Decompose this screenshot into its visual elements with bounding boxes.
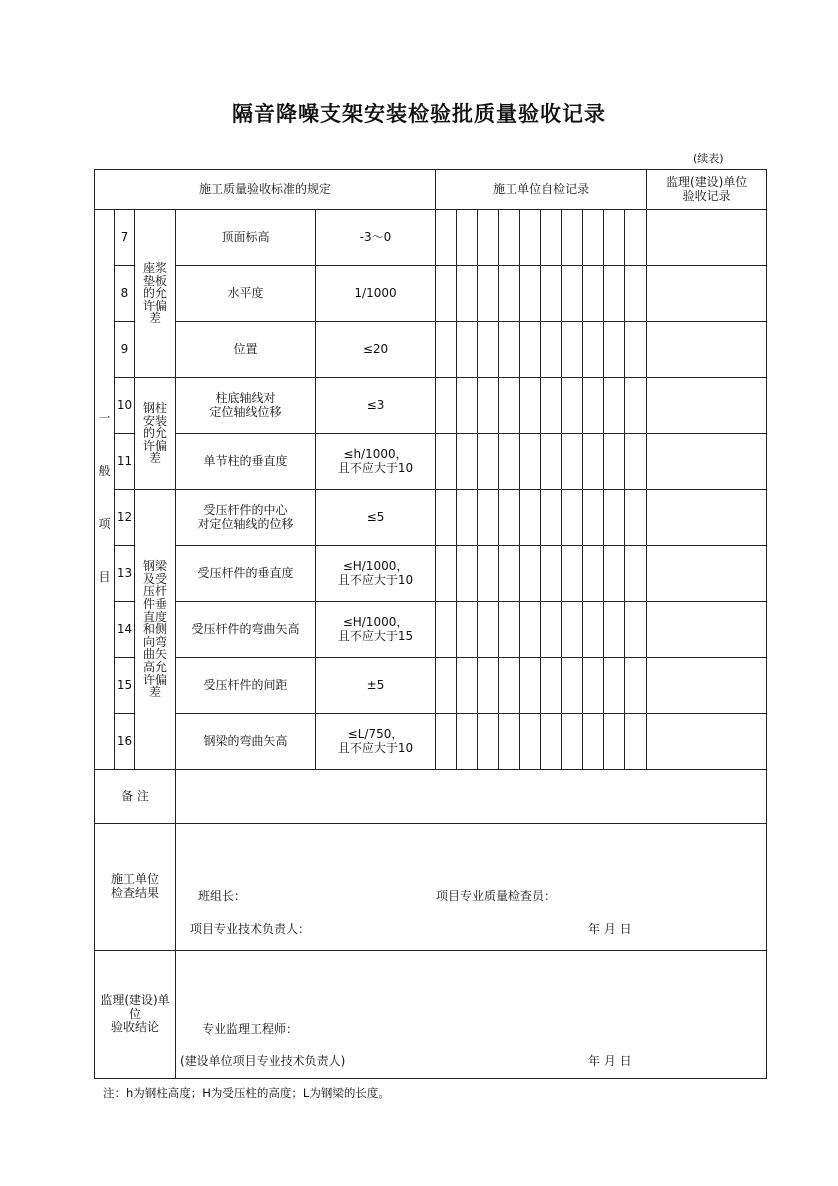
general-char: 项: [98, 516, 111, 531]
general-char: 目: [98, 569, 111, 584]
check-cell[interactable]: [604, 266, 625, 322]
check-cell[interactable]: [457, 546, 478, 602]
item-name: [176, 602, 316, 658]
check-cell[interactable]: [499, 378, 520, 434]
table-row: [95, 266, 767, 322]
check-cell[interactable]: [625, 546, 647, 602]
check-cell[interactable]: [604, 490, 625, 546]
check-cell[interactable]: [457, 266, 478, 322]
row-number: 12: [115, 490, 135, 546]
check-cell[interactable]: [541, 602, 562, 658]
construction-label: [95, 824, 176, 951]
check-cell[interactable]: [583, 322, 604, 378]
value-line: -3～0: [359, 229, 392, 244]
supervision-label-line2: 验收结论: [110, 1020, 159, 1035]
item-value: [316, 490, 436, 546]
check-cell[interactable]: [520, 658, 541, 714]
supervision-cell[interactable]: [647, 602, 767, 658]
client-lead-label: (建设单位项目专业技术负责人): [180, 1054, 346, 1068]
group-label-bearing-plate: [135, 210, 176, 378]
item-line: 受压杆件的弯曲矢高: [191, 621, 300, 636]
check-cell[interactable]: [562, 602, 583, 658]
value-line: ≤H/1000，: [342, 614, 409, 629]
check-cell[interactable]: [604, 378, 625, 434]
row-number: 11: [115, 434, 135, 490]
group-label-steel-beam: [135, 490, 176, 770]
tech-lead-label: 项目专业技术负责人：: [190, 922, 311, 936]
value-line: 且不应大于10: [337, 572, 414, 587]
check-cell[interactable]: [604, 322, 625, 378]
row-number: 16: [115, 714, 135, 770]
check-cell[interactable]: [499, 658, 520, 714]
check-cell[interactable]: [625, 658, 647, 714]
item-value: [316, 434, 436, 490]
check-cell[interactable]: [541, 266, 562, 322]
check-cell[interactable]: [541, 490, 562, 546]
item-value: [316, 266, 436, 322]
check-cell[interactable]: [478, 266, 499, 322]
check-cell[interactable]: [583, 714, 604, 770]
item-name: [176, 490, 316, 546]
check-cell[interactable]: [478, 490, 499, 546]
check-cell[interactable]: [604, 434, 625, 490]
value-line: ±5: [366, 677, 385, 692]
item-line: 钢梁的弯曲矢高: [203, 733, 288, 748]
item-value: [316, 658, 436, 714]
supervision-header-line1: 监理(建设)单位: [666, 174, 748, 189]
item-value: [316, 322, 436, 378]
check-cell[interactable]: [562, 266, 583, 322]
row-number: 9: [115, 322, 135, 378]
check-cell[interactable]: [625, 378, 647, 434]
row-number: 15: [115, 658, 135, 714]
check-cell[interactable]: [457, 322, 478, 378]
check-cell[interactable]: [457, 714, 478, 770]
check-cell[interactable]: [499, 434, 520, 490]
check-cell[interactable]: [436, 378, 457, 434]
item-name: [176, 546, 316, 602]
standard-header: 施工质量验收标准的规定: [95, 170, 436, 210]
check-cell[interactable]: [541, 714, 562, 770]
item-value: [316, 546, 436, 602]
group-label-steel-column: [135, 378, 176, 490]
item-line: 位置: [233, 341, 258, 356]
check-cell[interactable]: [583, 210, 604, 266]
check-cell[interactable]: [478, 714, 499, 770]
supervision-header: [647, 170, 767, 210]
item-line: 单节柱的垂直度: [203, 453, 288, 468]
check-cell[interactable]: [604, 714, 625, 770]
check-cell[interactable]: [562, 546, 583, 602]
check-cell[interactable]: [562, 434, 583, 490]
supervision-cell[interactable]: [647, 210, 767, 266]
check-cell[interactable]: [625, 210, 647, 266]
table-row: [95, 658, 767, 714]
check-cell[interactable]: [625, 322, 647, 378]
check-cell[interactable]: [583, 378, 604, 434]
general-item-label: [95, 210, 115, 770]
group-label-text: 钢梁及受压杆件垂直度和侧向弯曲矢高允许偏差: [142, 559, 167, 700]
check-cell[interactable]: [478, 434, 499, 490]
supervision-header-line2: 验收记录: [682, 188, 731, 203]
check-cell[interactable]: [541, 658, 562, 714]
supervision-label: [95, 951, 176, 1079]
check-cell[interactable]: [436, 490, 457, 546]
check-cell[interactable]: [583, 602, 604, 658]
check-cell[interactable]: [562, 714, 583, 770]
check-cell[interactable]: [562, 210, 583, 266]
remarks-field[interactable]: [176, 770, 767, 824]
check-cell[interactable]: [562, 378, 583, 434]
check-cell[interactable]: [583, 546, 604, 602]
check-cell[interactable]: [520, 602, 541, 658]
item-name: [176, 322, 316, 378]
check-cell[interactable]: [562, 658, 583, 714]
table-row: [95, 714, 767, 770]
check-cell[interactable]: [520, 210, 541, 266]
check-cell[interactable]: [604, 658, 625, 714]
check-cell[interactable]: [478, 658, 499, 714]
construction-label-line1: 施工单位: [110, 872, 159, 887]
supervision-signature-area[interactable]: [176, 951, 767, 1079]
check-cell[interactable]: [583, 490, 604, 546]
value-line: 且不应大于10: [337, 740, 414, 755]
value-line: 1/1000: [354, 285, 397, 300]
item-line: 受压杆件的间距: [203, 677, 288, 692]
check-cell[interactable]: [436, 266, 457, 322]
check-cell[interactable]: [499, 490, 520, 546]
check-cell[interactable]: [499, 322, 520, 378]
check-cell[interactable]: [520, 546, 541, 602]
page-title: 隔音降噪支架安装检验批质量验收记录: [232, 102, 606, 126]
general-char: 般: [98, 463, 111, 478]
item-value: [316, 602, 436, 658]
supervision-label-line1: 监理(建设)单位: [100, 992, 170, 1021]
remarks-row: [95, 770, 767, 824]
check-cell[interactable]: [604, 602, 625, 658]
general-char: 一: [98, 410, 111, 425]
check-cell[interactable]: [520, 266, 541, 322]
table-row: [95, 210, 767, 266]
check-cell[interactable]: [583, 658, 604, 714]
check-cell[interactable]: [457, 658, 478, 714]
item-value: [316, 714, 436, 770]
item-line: 受压杆件的中心: [203, 502, 288, 517]
check-cell[interactable]: [499, 210, 520, 266]
item-name: [176, 210, 316, 266]
item-name: [176, 714, 316, 770]
item-name: [176, 378, 316, 434]
remarks-label: 备 注: [95, 770, 176, 824]
value-line: ≤20: [362, 341, 389, 356]
row-number: 10: [115, 378, 135, 434]
supervision-cell[interactable]: [647, 434, 767, 490]
check-cell[interactable]: [583, 266, 604, 322]
supervision-cell[interactable]: [647, 378, 767, 434]
check-cell[interactable]: [436, 714, 457, 770]
check-cell[interactable]: [604, 210, 625, 266]
row-number: 14: [115, 602, 135, 658]
check-cell[interactable]: [583, 434, 604, 490]
check-cell[interactable]: [478, 546, 499, 602]
check-cell[interactable]: [457, 210, 478, 266]
check-cell[interactable]: [499, 602, 520, 658]
check-cell[interactable]: [436, 546, 457, 602]
item-value: [316, 210, 436, 266]
construction-date: 年 月 日: [588, 922, 632, 936]
check-cell[interactable]: [520, 378, 541, 434]
check-cell[interactable]: [625, 490, 647, 546]
item-line: 受压杆件的垂直度: [197, 565, 294, 580]
value-line: ≤h/1000，: [343, 446, 408, 461]
value-line: ≤5: [366, 509, 385, 524]
item-name: [176, 658, 316, 714]
self-check-header: 施工单位自检记录: [436, 170, 647, 210]
check-cell[interactable]: [436, 602, 457, 658]
check-cell[interactable]: [436, 322, 457, 378]
value-line: ≤3: [366, 397, 385, 412]
inspection-form: [94, 169, 767, 1079]
check-cell[interactable]: [499, 714, 520, 770]
supervision-cell[interactable]: [647, 266, 767, 322]
check-cell[interactable]: [457, 490, 478, 546]
table-row: [95, 490, 767, 546]
check-cell[interactable]: [520, 322, 541, 378]
check-cell[interactable]: [562, 490, 583, 546]
header-row: [95, 170, 767, 210]
check-cell[interactable]: [457, 378, 478, 434]
check-cell[interactable]: [478, 210, 499, 266]
check-cell[interactable]: [541, 546, 562, 602]
engineer-label: 专业监理工程师：: [202, 1022, 299, 1036]
check-cell[interactable]: [436, 210, 457, 266]
table-row: [95, 602, 767, 658]
check-cell[interactable]: [436, 658, 457, 714]
construction-row: [95, 824, 767, 951]
row-number: 13: [115, 546, 135, 602]
check-cell[interactable]: [478, 602, 499, 658]
row-number: 7: [115, 210, 135, 266]
group-label-text: 座浆垫板的允许偏差: [142, 261, 167, 326]
item-line: 对定位轴线的位移: [197, 516, 294, 531]
group-label-text: 钢柱安装的允许偏差: [142, 401, 167, 466]
check-cell[interactable]: [457, 602, 478, 658]
quality-inspector-label: 项目专业质量检查员：: [436, 889, 557, 903]
supervision-row: [95, 951, 767, 1079]
check-cell[interactable]: [541, 322, 562, 378]
check-cell[interactable]: [499, 546, 520, 602]
supervision-cell[interactable]: [647, 658, 767, 714]
check-cell[interactable]: [625, 266, 647, 322]
check-cell[interactable]: [478, 378, 499, 434]
check-cell[interactable]: [625, 602, 647, 658]
check-cell[interactable]: [625, 434, 647, 490]
value-line: ≤L/750，: [347, 726, 404, 741]
check-cell[interactable]: [520, 434, 541, 490]
item-line: 柱底轴线对: [215, 390, 276, 405]
value-line: 且不应大于10: [337, 460, 414, 475]
item-value: [316, 378, 436, 434]
construction-label-line2: 检查结果: [110, 886, 159, 900]
supervision-date: 年 月 日: [588, 1054, 632, 1068]
item-line: 定位轴线位移: [209, 404, 282, 419]
table-row: [95, 546, 767, 602]
row-number: 8: [115, 266, 135, 322]
check-cell[interactable]: [625, 714, 647, 770]
table-row: [95, 434, 767, 490]
supervision-cell[interactable]: [647, 322, 767, 378]
check-cell[interactable]: [562, 322, 583, 378]
item-name: [176, 434, 316, 490]
check-cell[interactable]: [541, 210, 562, 266]
supervision-cell[interactable]: [647, 490, 767, 546]
check-cell[interactable]: [520, 714, 541, 770]
table-row: [95, 322, 767, 378]
continued-label: (续表): [693, 152, 724, 165]
check-cell[interactable]: [520, 490, 541, 546]
construction-signature-area[interactable]: [176, 824, 767, 951]
value-line: ≤H/1000，: [342, 558, 409, 573]
footnote: 注：h为钢柱高度；H为受压柱的高度；L为钢梁的长度。: [103, 1086, 390, 1100]
check-cell[interactable]: [478, 322, 499, 378]
item-line: 水平度: [227, 285, 264, 300]
table-row: [95, 378, 767, 434]
check-cell[interactable]: [499, 266, 520, 322]
check-cell[interactable]: [541, 434, 562, 490]
value-line: 且不应大于15: [337, 628, 414, 643]
item-name: [176, 266, 316, 322]
check-cell[interactable]: [541, 378, 562, 434]
team-leader-label: 班组长：: [198, 889, 247, 903]
supervision-cell[interactable]: [647, 714, 767, 770]
check-cell[interactable]: [604, 546, 625, 602]
supervision-cell[interactable]: [647, 546, 767, 602]
check-cell[interactable]: [436, 434, 457, 490]
check-cell[interactable]: [457, 434, 478, 490]
item-line: 顶面标高: [221, 229, 270, 244]
